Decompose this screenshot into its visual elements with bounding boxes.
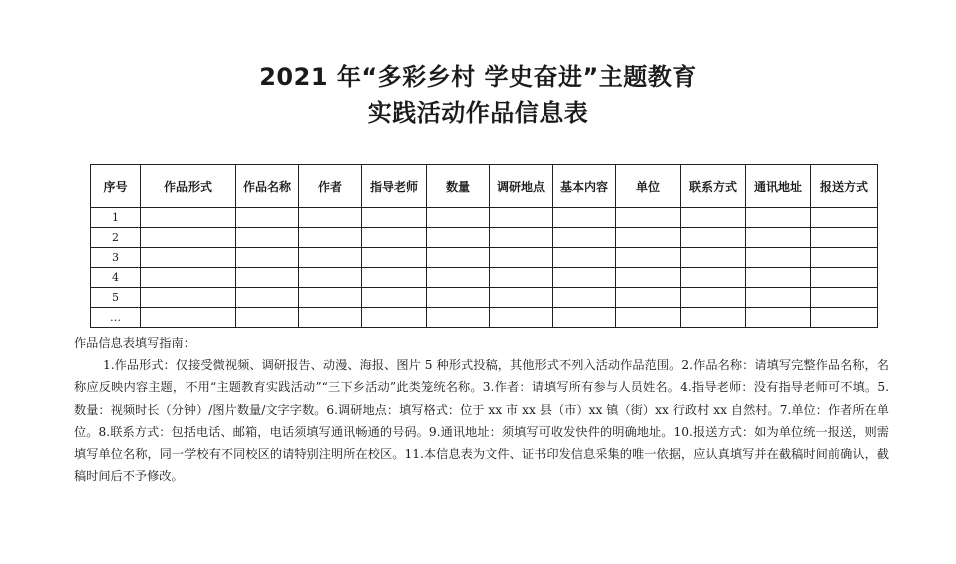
- cell-submission-method[interactable]: [811, 288, 878, 308]
- header-quantity: 数量: [427, 165, 490, 208]
- cell-unit[interactable]: [616, 248, 681, 268]
- cell-work-form[interactable]: [141, 308, 236, 328]
- cell-unit[interactable]: [616, 228, 681, 248]
- cell-work-form[interactable]: [141, 208, 236, 228]
- cell-research-location[interactable]: [490, 268, 553, 288]
- guide-heading: 作品信息表填写指南：: [74, 336, 196, 350]
- header-work-form: 作品形式: [141, 165, 236, 208]
- guide-text: 1.作品形式：仅接受微视频、调研报告、动漫、海报、图片 5 种形式投稿，其他形式不列入活动作品范围。2.作品名称：请填写完整作品名称，名称应反映内容主题，不用“主题教育实践活动”“三下乡活动”此类笼统名称。3.作者：请填写所有参与人员姓名。4.指导老师：没有指导老师可不填。5.数量：视频时长（分钟）/图片数量/文字字数。6.调研地点：填写格式：位于 xx 市 xx 县（市）xx 镇（街）xx 行政村 xx 自然村。7.单位：作者所在单位。8.联系方式：包括电话、邮箱，电话须填写通讯畅通的号码。9.通讯地址：须填写可收发快件的明确地址。10.报送方式：如为单位统一报送，则需填写单位名称，同一学校有不同校区的请特别注明所在校区。11.本信息表为文件、证书印发信息采集的唯一依据，应认真填写并在截稿时间前确认，截稿时间后不予修改。: [74, 358, 889, 484]
- cell-work-form[interactable]: [141, 288, 236, 308]
- cell-quantity[interactable]: [427, 288, 490, 308]
- cell-advisor[interactable]: [362, 248, 427, 268]
- cell-work-form[interactable]: [141, 248, 236, 268]
- cell-author[interactable]: [299, 308, 362, 328]
- table-row: [91, 248, 878, 268]
- cell-contact[interactable]: [681, 308, 746, 328]
- cell-mailing-address[interactable]: [746, 288, 811, 308]
- cell-advisor[interactable]: [362, 308, 427, 328]
- cell-basic-content[interactable]: [553, 228, 616, 248]
- row-number: 1: [91, 208, 141, 228]
- cell-work-name[interactable]: [236, 208, 299, 228]
- header-serial: 序号: [91, 165, 141, 208]
- cell-quantity[interactable]: [427, 308, 490, 328]
- cell-submission-method[interactable]: [811, 208, 878, 228]
- cell-submission-method[interactable]: [811, 248, 878, 268]
- document-title-line-2: 实践活动作品信息表: [367, 99, 589, 127]
- cell-research-location[interactable]: [490, 228, 553, 248]
- table-row: [91, 208, 878, 228]
- cell-author[interactable]: [299, 228, 362, 248]
- cell-author[interactable]: [299, 268, 362, 288]
- cell-mailing-address[interactable]: [746, 308, 811, 328]
- header-advisor: 指导老师: [362, 165, 427, 208]
- cell-basic-content[interactable]: [553, 208, 616, 228]
- row-number: 5: [91, 288, 141, 308]
- cell-quantity[interactable]: [427, 268, 490, 288]
- cell-work-name[interactable]: [236, 288, 299, 308]
- cell-research-location[interactable]: [490, 308, 553, 328]
- table-header-row: [91, 165, 878, 208]
- header-mailing-address: 通讯地址: [746, 165, 811, 208]
- document-title-line-1: 2021 年“多彩乡村 学史奋进”主题教育: [259, 63, 697, 91]
- header-work-name: 作品名称: [236, 165, 299, 208]
- cell-contact[interactable]: [681, 208, 746, 228]
- works-info-table: [90, 164, 878, 328]
- table-row: [91, 268, 878, 288]
- table-row: [91, 288, 878, 308]
- cell-submission-method[interactable]: [811, 308, 878, 328]
- header-submission-method: 报送方式: [811, 165, 878, 208]
- row-number: …: [91, 308, 141, 328]
- cell-basic-content[interactable]: [553, 308, 616, 328]
- header-unit: 单位: [616, 165, 681, 208]
- cell-unit[interactable]: [616, 208, 681, 228]
- cell-unit[interactable]: [616, 308, 681, 328]
- cell-contact[interactable]: [681, 268, 746, 288]
- cell-basic-content[interactable]: [553, 288, 616, 308]
- cell-contact[interactable]: [681, 288, 746, 308]
- table-row: [91, 308, 878, 328]
- cell-submission-method[interactable]: [811, 268, 878, 288]
- row-number: 3: [91, 248, 141, 268]
- header-author: 作者: [299, 165, 362, 208]
- cell-unit[interactable]: [616, 288, 681, 308]
- cell-work-name[interactable]: [236, 308, 299, 328]
- cell-work-name[interactable]: [236, 248, 299, 268]
- cell-unit[interactable]: [616, 268, 681, 288]
- cell-quantity[interactable]: [427, 248, 490, 268]
- filling-guide: [74, 332, 889, 487]
- cell-contact[interactable]: [681, 228, 746, 248]
- cell-contact[interactable]: [681, 248, 746, 268]
- row-number: 4: [91, 268, 141, 288]
- cell-work-name[interactable]: [236, 268, 299, 288]
- cell-quantity[interactable]: [427, 228, 490, 248]
- cell-basic-content[interactable]: [553, 268, 616, 288]
- cell-research-location[interactable]: [490, 248, 553, 268]
- cell-mailing-address[interactable]: [746, 268, 811, 288]
- cell-author[interactable]: [299, 288, 362, 308]
- cell-advisor[interactable]: [362, 268, 427, 288]
- cell-quantity[interactable]: [427, 208, 490, 228]
- cell-work-form[interactable]: [141, 228, 236, 248]
- header-contact: 联系方式: [681, 165, 746, 208]
- cell-work-form[interactable]: [141, 268, 236, 288]
- cell-author[interactable]: [299, 208, 362, 228]
- table-row: [91, 228, 878, 248]
- row-number: 2: [91, 228, 141, 248]
- cell-research-location[interactable]: [490, 208, 553, 228]
- cell-research-location[interactable]: [490, 288, 553, 308]
- cell-submission-method[interactable]: [811, 228, 878, 248]
- header-basic-content: 基本内容: [553, 165, 616, 208]
- cell-author[interactable]: [299, 248, 362, 268]
- cell-basic-content[interactable]: [553, 248, 616, 268]
- cell-advisor[interactable]: [362, 228, 427, 248]
- cell-advisor[interactable]: [362, 288, 427, 308]
- cell-mailing-address[interactable]: [746, 248, 811, 268]
- cell-mailing-address[interactable]: [746, 208, 811, 228]
- header-research-location: 调研地点: [490, 165, 553, 208]
- cell-advisor[interactable]: [362, 208, 427, 228]
- cell-mailing-address[interactable]: [746, 228, 811, 248]
- cell-work-name[interactable]: [236, 228, 299, 248]
